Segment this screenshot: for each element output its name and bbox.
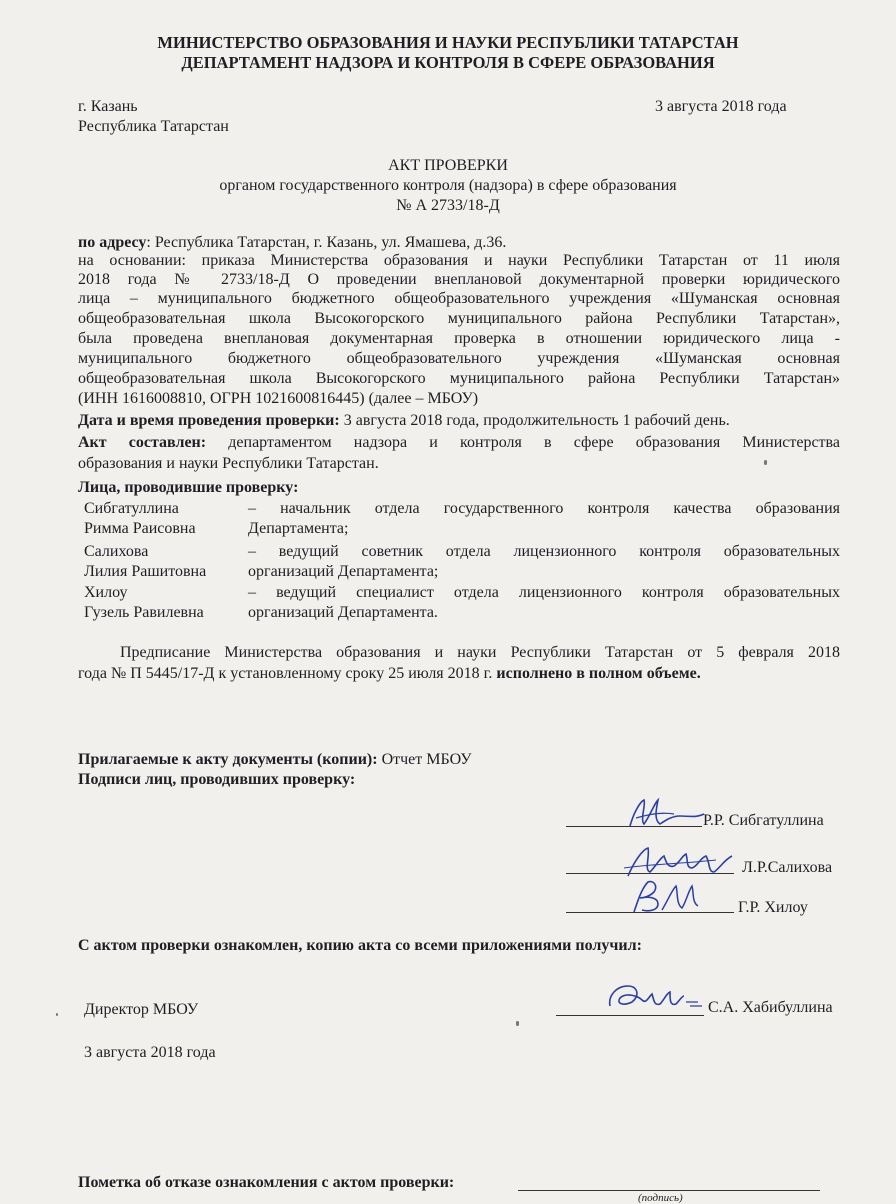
refusal-signature-line [518, 1190, 820, 1191]
inspector-position-2: организаций Департамента. [248, 604, 438, 621]
inspector-surname: Сибгатуллина [84, 500, 179, 517]
basis-line: лица – муниципального бюджетного общеобразовательного учреждения «Шуманская основная [78, 290, 840, 307]
compiled-line-2: образования и науки Республики Татарстан. [78, 455, 379, 472]
basis-line: общеобразовательная школа Высокогорского муниципального района Республики Татарстан» [78, 370, 840, 387]
inspection-time-value: 3 августа 2018 года, продолжительность 1 рабочий день. [339, 412, 730, 429]
prescription-line: Предписание Министерства образования и науки Республики Татарстан от 5 февраля 2018 [120, 644, 840, 661]
signatory-name: Л.Р.Салихова [742, 859, 833, 876]
attachments-line [78, 751, 472, 769]
basis-line: 2018 года № 2733/18-Д О проведении внеплановой документарной проверки юридического [78, 271, 840, 288]
scan-speck [764, 460, 767, 465]
city: г. Казань [78, 98, 138, 115]
inspector-position-2: Департамента; [248, 520, 349, 537]
signature-khabibullina [598, 976, 708, 1018]
basis-line: была проведена внеплановая документарная проверка в отношении юридического лица - [78, 330, 840, 347]
signature-khilou [624, 872, 704, 916]
republic: Республика Татарстан [78, 118, 229, 135]
acknowledgement: С актом проверки ознакомлен, копию акта со всеми приложениями получил: [78, 937, 642, 954]
director-date: 3 августа 2018 года [84, 1044, 216, 1061]
inspector-given-name: Лилия Рашитовна [84, 563, 207, 580]
attachments-value: Отчет МБОУ [377, 751, 472, 768]
ministry-title: МИНИСТЕРСТВО ОБРАЗОВАНИЯ И НАУКИ РЕСПУБЛИКИ ТАТАРСТАН [157, 33, 739, 52]
address-line [78, 234, 506, 252]
basis-last-line: (ИНН 1616008810, ОГРН 1021600816445) (далее – МБОУ) [78, 390, 479, 407]
inspection-time-label: Дата и время проведения проверки: [78, 412, 340, 429]
basis-line: на основании: приказа Министерства образования и науки Республики Татарстан от 11 июля [78, 252, 840, 269]
act-number: № А 2733/18-Д [396, 197, 500, 214]
act-subtitle: органом государственного контроля (надзора) в сфере образования [219, 177, 677, 194]
inspector-position: – ведущий специалист отдела лицензионного контроля образовательных [248, 584, 840, 601]
inspector-given-name: Гузель Равилевна [84, 604, 204, 621]
inspector-position: – ведущий советник отдела лицензионного контроля образовательных [248, 543, 840, 560]
compiled-label: Акт составлен: [78, 434, 207, 451]
inspector-surname: Хилоу [84, 584, 128, 601]
director-name: С.А. Хабибуллина [708, 999, 833, 1016]
compiled-value: департаментом надзора и контроля в сфере образования Министерства [206, 434, 840, 451]
basis-line: муниципального бюджетного общеобразовательного учреждения «Шуманская основная [78, 350, 840, 367]
compiled-line [78, 434, 840, 452]
department-title: ДЕПАРТАМЕНТ НАДЗОРА И КОНТРОЛЯ В СФЕРЕ ОБРАЗОВАНИЯ [181, 53, 715, 72]
inspector-surname: Салихова [84, 543, 149, 560]
signatory-name: Г.Р. Хилоу [738, 899, 808, 916]
scan-speck [56, 1013, 58, 1016]
address-label: по адресу [78, 234, 147, 251]
prescription-line-2 [78, 665, 701, 683]
inspector-position: – начальник отдела государственного контроля качества образования [248, 500, 840, 517]
basis-line: общеобразовательная школа Высокогорского муниципального района Республики Татарстан», [78, 310, 840, 327]
inspection-time [78, 412, 730, 430]
signature-sibgatullina [600, 794, 710, 834]
signatures-label: Подписи лиц, проводивших проверку: [78, 771, 356, 788]
inspector-position-2: организаций Департамента; [248, 563, 439, 580]
prescription-status: исполнено в полном объеме. [496, 665, 701, 682]
inspector-given-name: Римма Раисовна [84, 520, 196, 537]
refusal-label: Пометка об отказе ознакомления с актом проверки: [78, 1174, 455, 1191]
scan-speck [516, 1021, 519, 1026]
director-position: Директор МБОУ [84, 1001, 199, 1018]
act-title: АКТ ПРОВЕРКИ [388, 157, 508, 174]
document-date: 3 августа 2018 года [655, 98, 787, 115]
inspectors-label: Лица, проводившие проверку: [78, 479, 299, 496]
attachments-label: Прилагаемые к акту документы (копии): [78, 751, 378, 768]
signatory-name: Р.Р. Сибгатуллина [703, 812, 824, 829]
address-value: : Республика Татарстан, г. Казань, ул. Ямашева, д.36. [146, 234, 507, 251]
signature-caption: (подпись) [638, 1192, 683, 1204]
prescription-text: года № П 5445/17-Д к установленному сроку 25 июля 2018 г. [78, 665, 497, 682]
